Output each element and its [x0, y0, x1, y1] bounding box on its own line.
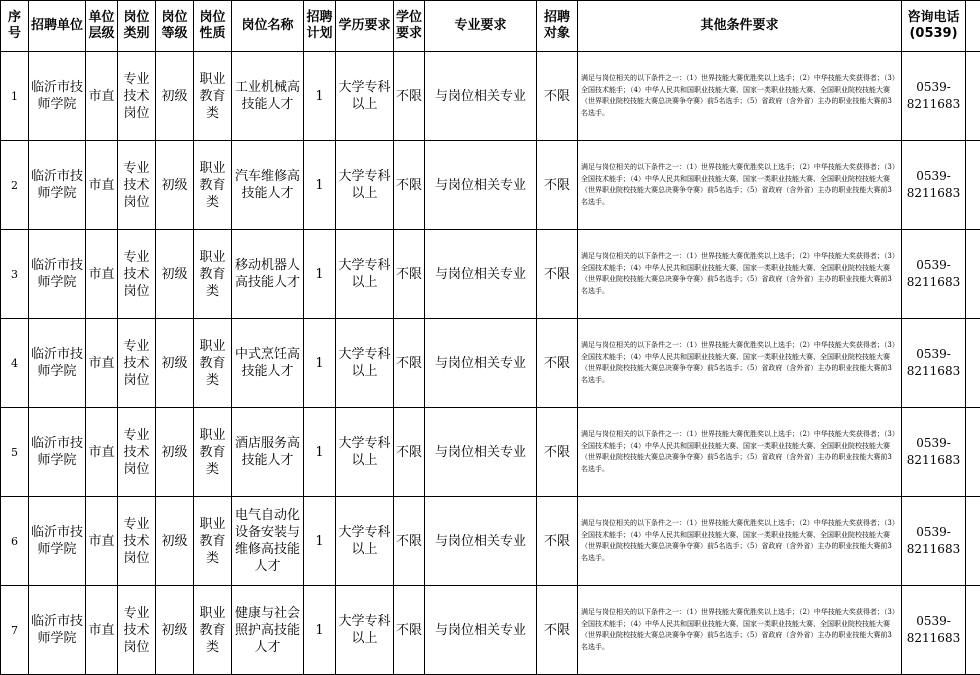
header-major: 专业要求 [425, 1, 537, 52]
cell-edu: 大学专科以上 [336, 230, 394, 319]
header-other: 其他条件要求 [578, 1, 902, 52]
cell-degree: 不限 [394, 52, 425, 141]
cell-edu: 大学专科以上 [336, 52, 394, 141]
cell-level: 市直 [86, 408, 118, 497]
header-level: 单位层级 [86, 1, 118, 52]
cell-grade: 初级 [156, 319, 194, 408]
cell-unit: 临沂市技师学院 [29, 141, 86, 230]
cell-blank [966, 319, 980, 408]
cell-plan: 1 [304, 408, 336, 497]
table-row [1, 230, 980, 319]
cell-name: 健康与社会照护高技能人才 [232, 586, 304, 675]
cell-unit: 临沂市技师学院 [29, 408, 86, 497]
table-row [1, 141, 980, 230]
cell-blank [966, 230, 980, 319]
cell-nature: 职业教育类 [194, 319, 232, 408]
cell-name: 工业机械高技能人才 [232, 52, 304, 141]
cell-plan: 1 [304, 586, 336, 675]
cell-major: 与岗位相关专业 [425, 52, 537, 141]
cell-degree: 不限 [394, 141, 425, 230]
cell-nature: 职业教育类 [194, 408, 232, 497]
cell-degree: 不限 [394, 586, 425, 675]
cell-level: 市直 [86, 230, 118, 319]
cell-phone: 0539-8211683 [902, 408, 966, 497]
cell-level: 市直 [86, 586, 118, 675]
cell-plan: 1 [304, 230, 336, 319]
cell-name: 电气自动化设备安装与维修高技能人才 [232, 497, 304, 586]
cell-level: 市直 [86, 141, 118, 230]
cell-phone: 0539-8211683 [902, 52, 966, 141]
cell-nature: 职业教育类 [194, 586, 232, 675]
cell-plan: 1 [304, 497, 336, 586]
header-blank [966, 1, 980, 52]
cell-plan: 1 [304, 141, 336, 230]
cell-target: 不限 [537, 586, 578, 675]
cell-unit: 临沂市技师学院 [29, 230, 86, 319]
cell-plan: 1 [304, 319, 336, 408]
cell-blank [966, 408, 980, 497]
cell-edu: 大学专科以上 [336, 319, 394, 408]
cell-name: 汽车维修高技能人才 [232, 141, 304, 230]
cell-unit: 临沂市技师学院 [29, 52, 86, 141]
cell-other: 满足与岗位相关的以下条件之一：（1）世界技能大赛优胜奖以上选手；（2）中华技能大奖获得者；（3）全国技术能手；（4）中华人民共和国职业技能大赛、国家一类职业技能大赛、全国职业院校技能大赛（世界职业院校技能大赛总决赛争夺赛）前5名选手；（5）省政府（含外省）主办的职业技能大赛前3名选手。 [578, 408, 902, 497]
cell-nature: 职业教育类 [194, 497, 232, 586]
cell-other: 满足与岗位相关的以下条件之一：（1）世界技能大赛优胜奖以上选手；（2）中华技能大奖获得者；（3）全国技术能手；（4）中华人民共和国职业技能大赛、国家一类职业技能大赛、全国职业院校技能大赛（世界职业院校技能大赛总决赛争夺赛）前5名选手；（5）省政府（含外省）主办的职业技能大赛前3名选手。 [578, 586, 902, 675]
cell-category: 专业技术岗位 [118, 319, 156, 408]
cell-major: 与岗位相关专业 [425, 141, 537, 230]
cell-edu: 大学专科以上 [336, 408, 394, 497]
cell-name: 移动机器人高技能人才 [232, 230, 304, 319]
cell-edu: 大学专科以上 [336, 586, 394, 675]
header-edu: 学历要求 [336, 1, 394, 52]
cell-grade: 初级 [156, 497, 194, 586]
cell-blank [966, 497, 980, 586]
cell-major: 与岗位相关专业 [425, 408, 537, 497]
header-target: 招聘对象 [537, 1, 578, 52]
header-category: 岗位类别 [118, 1, 156, 52]
header-unit: 招聘单位 [29, 1, 86, 52]
header-name: 岗位名称 [232, 1, 304, 52]
cell-seq: 5 [1, 408, 29, 497]
cell-major: 与岗位相关专业 [425, 497, 537, 586]
cell-edu: 大学专科以上 [336, 497, 394, 586]
cell-seq: 2 [1, 141, 29, 230]
cell-level: 市直 [86, 497, 118, 586]
cell-nature: 职业教育类 [194, 141, 232, 230]
cell-level: 市直 [86, 52, 118, 141]
cell-degree: 不限 [394, 319, 425, 408]
header-phone: 咨询电话(0539) [902, 1, 966, 52]
cell-grade: 初级 [156, 586, 194, 675]
cell-target: 不限 [537, 52, 578, 141]
cell-phone: 0539-8211683 [902, 586, 966, 675]
cell-category: 专业技术岗位 [118, 230, 156, 319]
table-row [1, 319, 980, 408]
header-seq: 序号 [1, 1, 29, 52]
cell-other: 满足与岗位相关的以下条件之一：（1）世界技能大赛优胜奖以上选手；（2）中华技能大奖获得者；（3）全国技术能手；（4）中华人民共和国职业技能大赛、国家一类职业技能大赛、全国职业院校技能大赛（世界职业院校技能大赛总决赛争夺赛）前5名选手；（5）省政府（含外省）主办的职业技能大赛前3名选手。 [578, 319, 902, 408]
cell-degree: 不限 [394, 497, 425, 586]
table-row [1, 408, 980, 497]
cell-category: 专业技术岗位 [118, 52, 156, 141]
cell-edu: 大学专科以上 [336, 141, 394, 230]
cell-level: 市直 [86, 319, 118, 408]
cell-grade: 初级 [156, 230, 194, 319]
cell-plan: 1 [304, 52, 336, 141]
cell-target: 不限 [537, 408, 578, 497]
cell-seq: 1 [1, 52, 29, 141]
cell-seq: 6 [1, 497, 29, 586]
cell-major: 与岗位相关专业 [425, 319, 537, 408]
cell-grade: 初级 [156, 52, 194, 141]
header-nature: 岗位性质 [194, 1, 232, 52]
cell-blank [966, 52, 980, 141]
cell-phone: 0539-8211683 [902, 141, 966, 230]
cell-phone: 0539-8211683 [902, 230, 966, 319]
header-degree: 学位要求 [394, 1, 425, 52]
cell-grade: 初级 [156, 408, 194, 497]
table-row [1, 497, 980, 586]
cell-seq: 3 [1, 230, 29, 319]
cell-category: 专业技术岗位 [118, 586, 156, 675]
cell-target: 不限 [537, 497, 578, 586]
cell-grade: 初级 [156, 141, 194, 230]
cell-unit: 临沂市技师学院 [29, 586, 86, 675]
cell-other: 满足与岗位相关的以下条件之一：（1）世界技能大赛优胜奖以上选手；（2）中华技能大奖获得者；（3）全国技术能手；（4）中华人民共和国职业技能大赛、国家一类职业技能大赛、全国职业院校技能大赛（世界职业院校技能大赛总决赛争夺赛）前5名选手；（5）省政府（含外省）主办的职业技能大赛前3名选手。 [578, 230, 902, 319]
cell-name: 中式烹饪高技能人才 [232, 319, 304, 408]
cell-nature: 职业教育类 [194, 52, 232, 141]
cell-category: 专业技术岗位 [118, 497, 156, 586]
cell-category: 专业技术岗位 [118, 408, 156, 497]
table-row [1, 586, 980, 675]
cell-seq: 7 [1, 586, 29, 675]
cell-degree: 不限 [394, 408, 425, 497]
cell-other: 满足与岗位相关的以下条件之一：（1）世界技能大赛优胜奖以上选手；（2）中华技能大奖获得者；（3）全国技术能手；（4）中华人民共和国职业技能大赛、国家一类职业技能大赛、全国职业院校技能大赛（世界职业院校技能大赛总决赛争夺赛）前5名选手；（5）省政府（含外省）主办的职业技能大赛前3名选手。 [578, 52, 902, 141]
cell-major: 与岗位相关专业 [425, 230, 537, 319]
cell-phone: 0539-8211683 [902, 497, 966, 586]
cell-phone: 0539-8211683 [902, 319, 966, 408]
cell-target: 不限 [537, 319, 578, 408]
cell-category: 专业技术岗位 [118, 141, 156, 230]
cell-degree: 不限 [394, 230, 425, 319]
cell-unit: 临沂市技师学院 [29, 319, 86, 408]
cell-other: 满足与岗位相关的以下条件之一：（1）世界技能大赛优胜奖以上选手；（2）中华技能大奖获得者；（3）全国技术能手；（4）中华人民共和国职业技能大赛、国家一类职业技能大赛、全国职业院校技能大赛（世界职业院校技能大赛总决赛争夺赛）前5名选手；（5）省政府（含外省）主办的职业技能大赛前3名选手。 [578, 497, 902, 586]
cell-name: 酒店服务高技能人才 [232, 408, 304, 497]
table-row [1, 52, 980, 141]
cell-blank [966, 586, 980, 675]
header-row [1, 1, 980, 52]
cell-blank [966, 141, 980, 230]
header-plan: 招聘计划 [304, 1, 336, 52]
cell-unit: 临沂市技师学院 [29, 497, 86, 586]
cell-major: 与岗位相关专业 [425, 586, 537, 675]
header-grade: 岗位等级 [156, 1, 194, 52]
cell-seq: 4 [1, 319, 29, 408]
cell-other: 满足与岗位相关的以下条件之一：（1）世界技能大赛优胜奖以上选手；（2）中华技能大奖获得者；（3）全国技术能手；（4）中华人民共和国职业技能大赛、国家一类职业技能大赛、全国职业院校技能大赛（世界职业院校技能大赛总决赛争夺赛）前5名选手；（5）省政府（含外省）主办的职业技能大赛前3名选手。 [578, 141, 902, 230]
cell-target: 不限 [537, 141, 578, 230]
cell-nature: 职业教育类 [194, 230, 232, 319]
cell-target: 不限 [537, 230, 578, 319]
